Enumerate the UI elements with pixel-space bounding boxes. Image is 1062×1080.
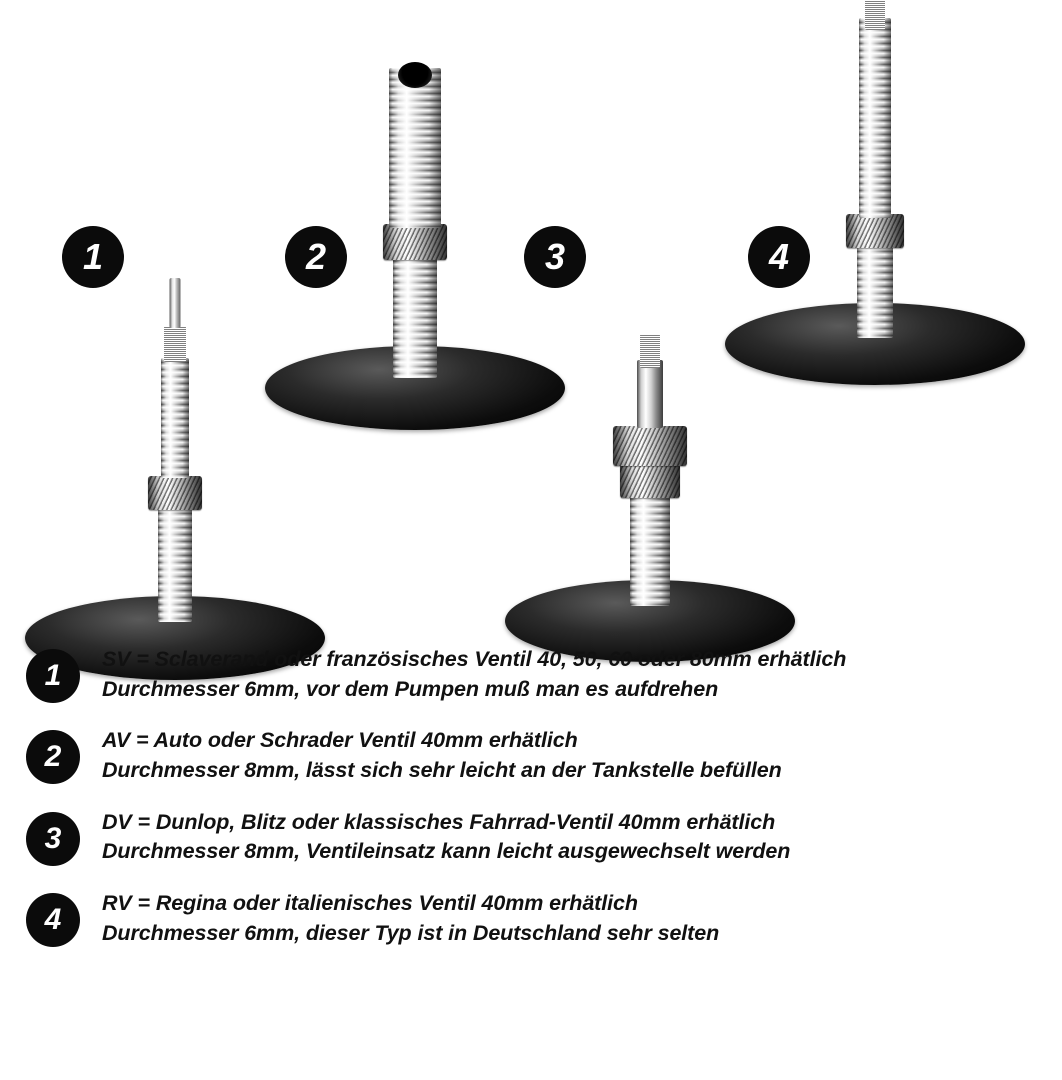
badge-1: 1 <box>62 226 124 288</box>
valve-2-upper-stem <box>389 68 441 228</box>
valve-4-lock-nut <box>846 214 904 248</box>
legend-line-1a: SV = Sclaverand oder französisches Ventil 40, 50, 60 oder 80mm erhätlich <box>102 647 847 671</box>
valve-2-lock-nut <box>383 224 447 260</box>
legend-item-1 <box>26 645 1036 704</box>
legend-line-4b: Durchmesser 6mm, dieser Typ ist in Deutschland sehr selten <box>102 920 720 945</box>
valve-4-lower-stem <box>857 240 893 338</box>
valve-4-upper-stem <box>859 18 891 218</box>
valve-4-rv <box>745 0 1005 600</box>
valve-1-lower-stem <box>158 502 192 622</box>
legend-line-3b: Durchmesser 8mm, Ventileinsatz kann leicht ausgewechselt werden <box>102 839 791 864</box>
valve-3-dv <box>520 130 780 730</box>
valve-3-lock-nut <box>620 464 680 498</box>
badge-2: 2 <box>285 226 347 288</box>
legend-line-2a: AV = Auto oder Schrader Ventil 40mm erhätlich <box>102 728 578 753</box>
valve-3-tip <box>640 334 660 368</box>
valve-1-valve-core-ring <box>164 326 186 362</box>
legend-text-2 <box>102 726 782 785</box>
valve-1-lock-nut <box>148 476 202 510</box>
valve-2-lower-stem <box>393 250 437 378</box>
legend-badge-2: 2 <box>26 730 80 784</box>
legend-badge-4: 4 <box>26 893 80 947</box>
legend-badge-1: 1 <box>26 649 80 703</box>
legend-list <box>0 645 1062 970</box>
valve-2-opening <box>398 62 432 88</box>
valve-3-core-shaft <box>637 360 663 428</box>
valve-3-lower-stem <box>630 488 670 606</box>
badge-4: 4 <box>748 226 810 288</box>
legend-text-1 <box>102 645 846 704</box>
legend-line-1b: Durchmesser 6mm, vor dem Pumpen muß man es aufdrehen <box>102 676 719 701</box>
legend-item-4 <box>26 889 1036 948</box>
badge-3: 3 <box>524 226 586 288</box>
legend-item-2 <box>26 726 1036 785</box>
valve-4-core-ring <box>865 0 885 30</box>
valve-2-av <box>285 40 545 640</box>
legend-line-4a: RV = Regina oder italienisches Ventil 40mm erhätlich <box>102 890 638 915</box>
legend-line-3a: DV = Dunlop, Blitz oder klassisches Fahrrad-Ventil 40mm erhätlich <box>102 809 776 834</box>
legend-text-4 <box>102 889 719 948</box>
valve-1-upper-stem <box>161 358 189 478</box>
valve-1-tip <box>170 278 181 328</box>
legend-text-3 <box>102 808 790 867</box>
legend-line-2b: Durchmesser 8mm, lässt sich sehr leicht an der Tankstelle befüllen <box>102 757 782 782</box>
legend-badge-3: 3 <box>26 812 80 866</box>
legend-item-3 <box>26 808 1036 867</box>
valve-3-knurled-cap <box>613 426 687 466</box>
